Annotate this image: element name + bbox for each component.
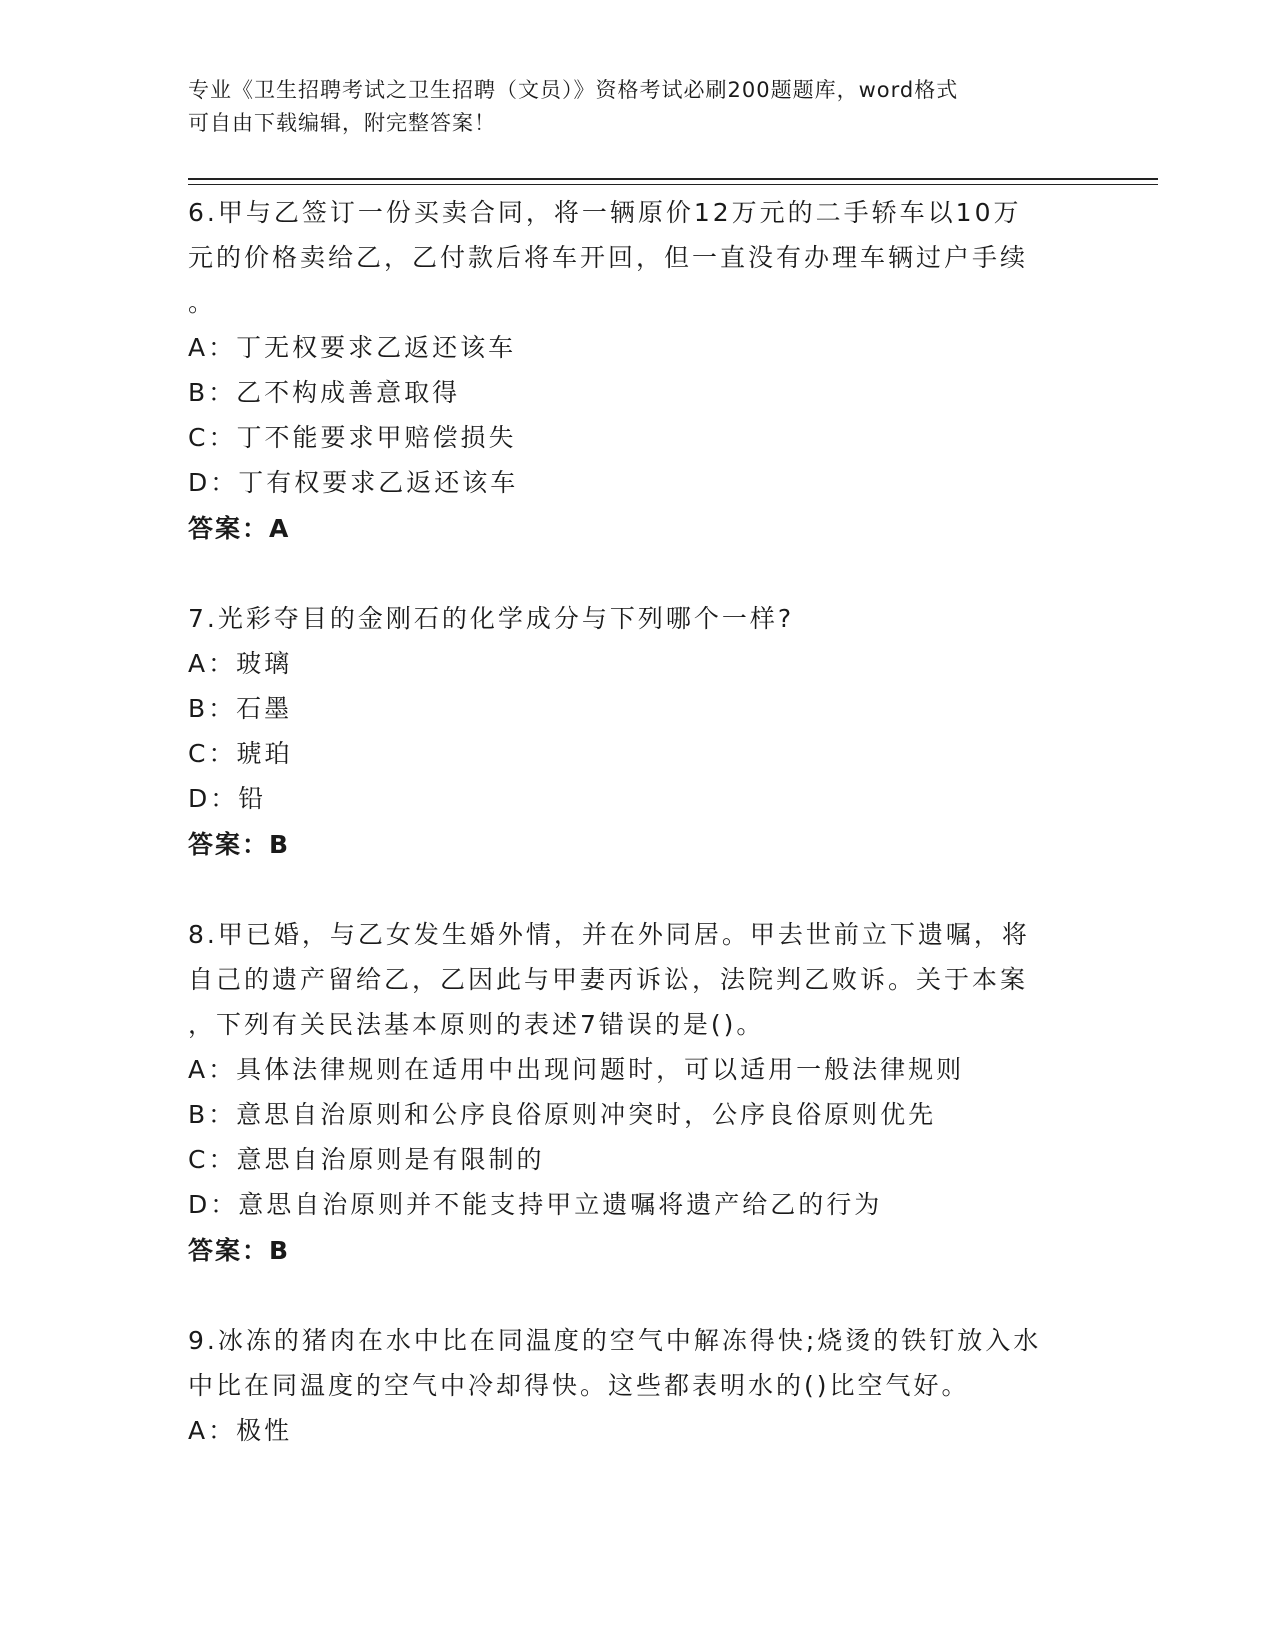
option-b: B：乙不构成善意取得 (188, 378, 461, 407)
question-stem (188, 190, 1158, 325)
document-header (188, 74, 1088, 140)
option-d: D：意思自治原则并不能支持甲立遗嘱将遗产给乙的行为 (188, 1190, 883, 1219)
header-line-2: 可自由下载编辑，附完整答案！ (188, 111, 496, 135)
question-8 (188, 912, 1158, 1274)
option-a: A：丁无权要求乙返还该车 (188, 333, 517, 362)
stem-line: 自己的遗产留给乙，乙因此与甲妻丙诉讼，法院判乙败诉。关于本案 (188, 965, 1029, 994)
option-c: C：琥珀 (188, 739, 293, 768)
answer-line: 答案：B (188, 1236, 291, 1265)
option-c: C：丁不能要求甲赔偿损失 (188, 423, 517, 452)
stem-line: 7.光彩夺目的金刚石的化学成分与下列哪个一样? (188, 604, 795, 633)
question-stem (188, 912, 1158, 1047)
stem-line: 8.甲已婚，与乙女发生婚外情，并在外同居。甲去世前立下遗嘱，将 (188, 920, 1030, 949)
spacer (188, 1274, 1158, 1318)
question-stem (188, 596, 1158, 641)
answer-line: 答案：A (188, 514, 291, 543)
stem-line: 6.甲与乙签订一份买卖合同，将一辆原价12万元的二手轿车以10万 (188, 198, 1022, 227)
stem-line: ，下列有关民法基本原则的表述7错误的是()。 (188, 1010, 765, 1039)
question-6 (188, 190, 1158, 552)
option-a: A：极性 (188, 1416, 293, 1445)
question-list (188, 190, 1158, 1453)
header-line-1: 专业《卫生招聘考试之卫生招聘（文员）》资格考试必刷200题题库，word格式 (188, 78, 959, 102)
option-a: A：具体法律规则在适用中出现问题时，可以适用一般法律规则 (188, 1055, 965, 1084)
option-a: A：玻璃 (188, 649, 293, 678)
stem-line: 9.冰冻的猪肉在水中比在同温度的空气中解冻得快;烧烫的铁钉放入水 (188, 1326, 1042, 1355)
option-d: D：丁有权要求乙返还该车 (188, 468, 519, 497)
option-b: B：石墨 (188, 694, 293, 723)
stem-line: 元的价格卖给乙，乙付款后将车开回，但一直没有办理车辆过户手续 (188, 243, 1029, 272)
stem-line: 。 (188, 288, 217, 317)
question-stem (188, 1318, 1158, 1408)
header-divider-thick (188, 178, 1158, 180)
stem-line: 中比在同温度的空气中冷却得快。这些都表明水的()比空气好。 (188, 1371, 970, 1400)
question-7 (188, 596, 1158, 868)
header-divider-thin (188, 184, 1158, 185)
answer-line: 答案：B (188, 830, 291, 859)
spacer (188, 552, 1158, 596)
spacer (188, 868, 1158, 912)
question-9 (188, 1318, 1158, 1453)
option-b: B：意思自治原则和公序良俗原则冲突时，公序良俗原则优先 (188, 1100, 937, 1129)
option-d: D：铅 (188, 784, 267, 813)
option-c: C：意思自治原则是有限制的 (188, 1145, 545, 1174)
